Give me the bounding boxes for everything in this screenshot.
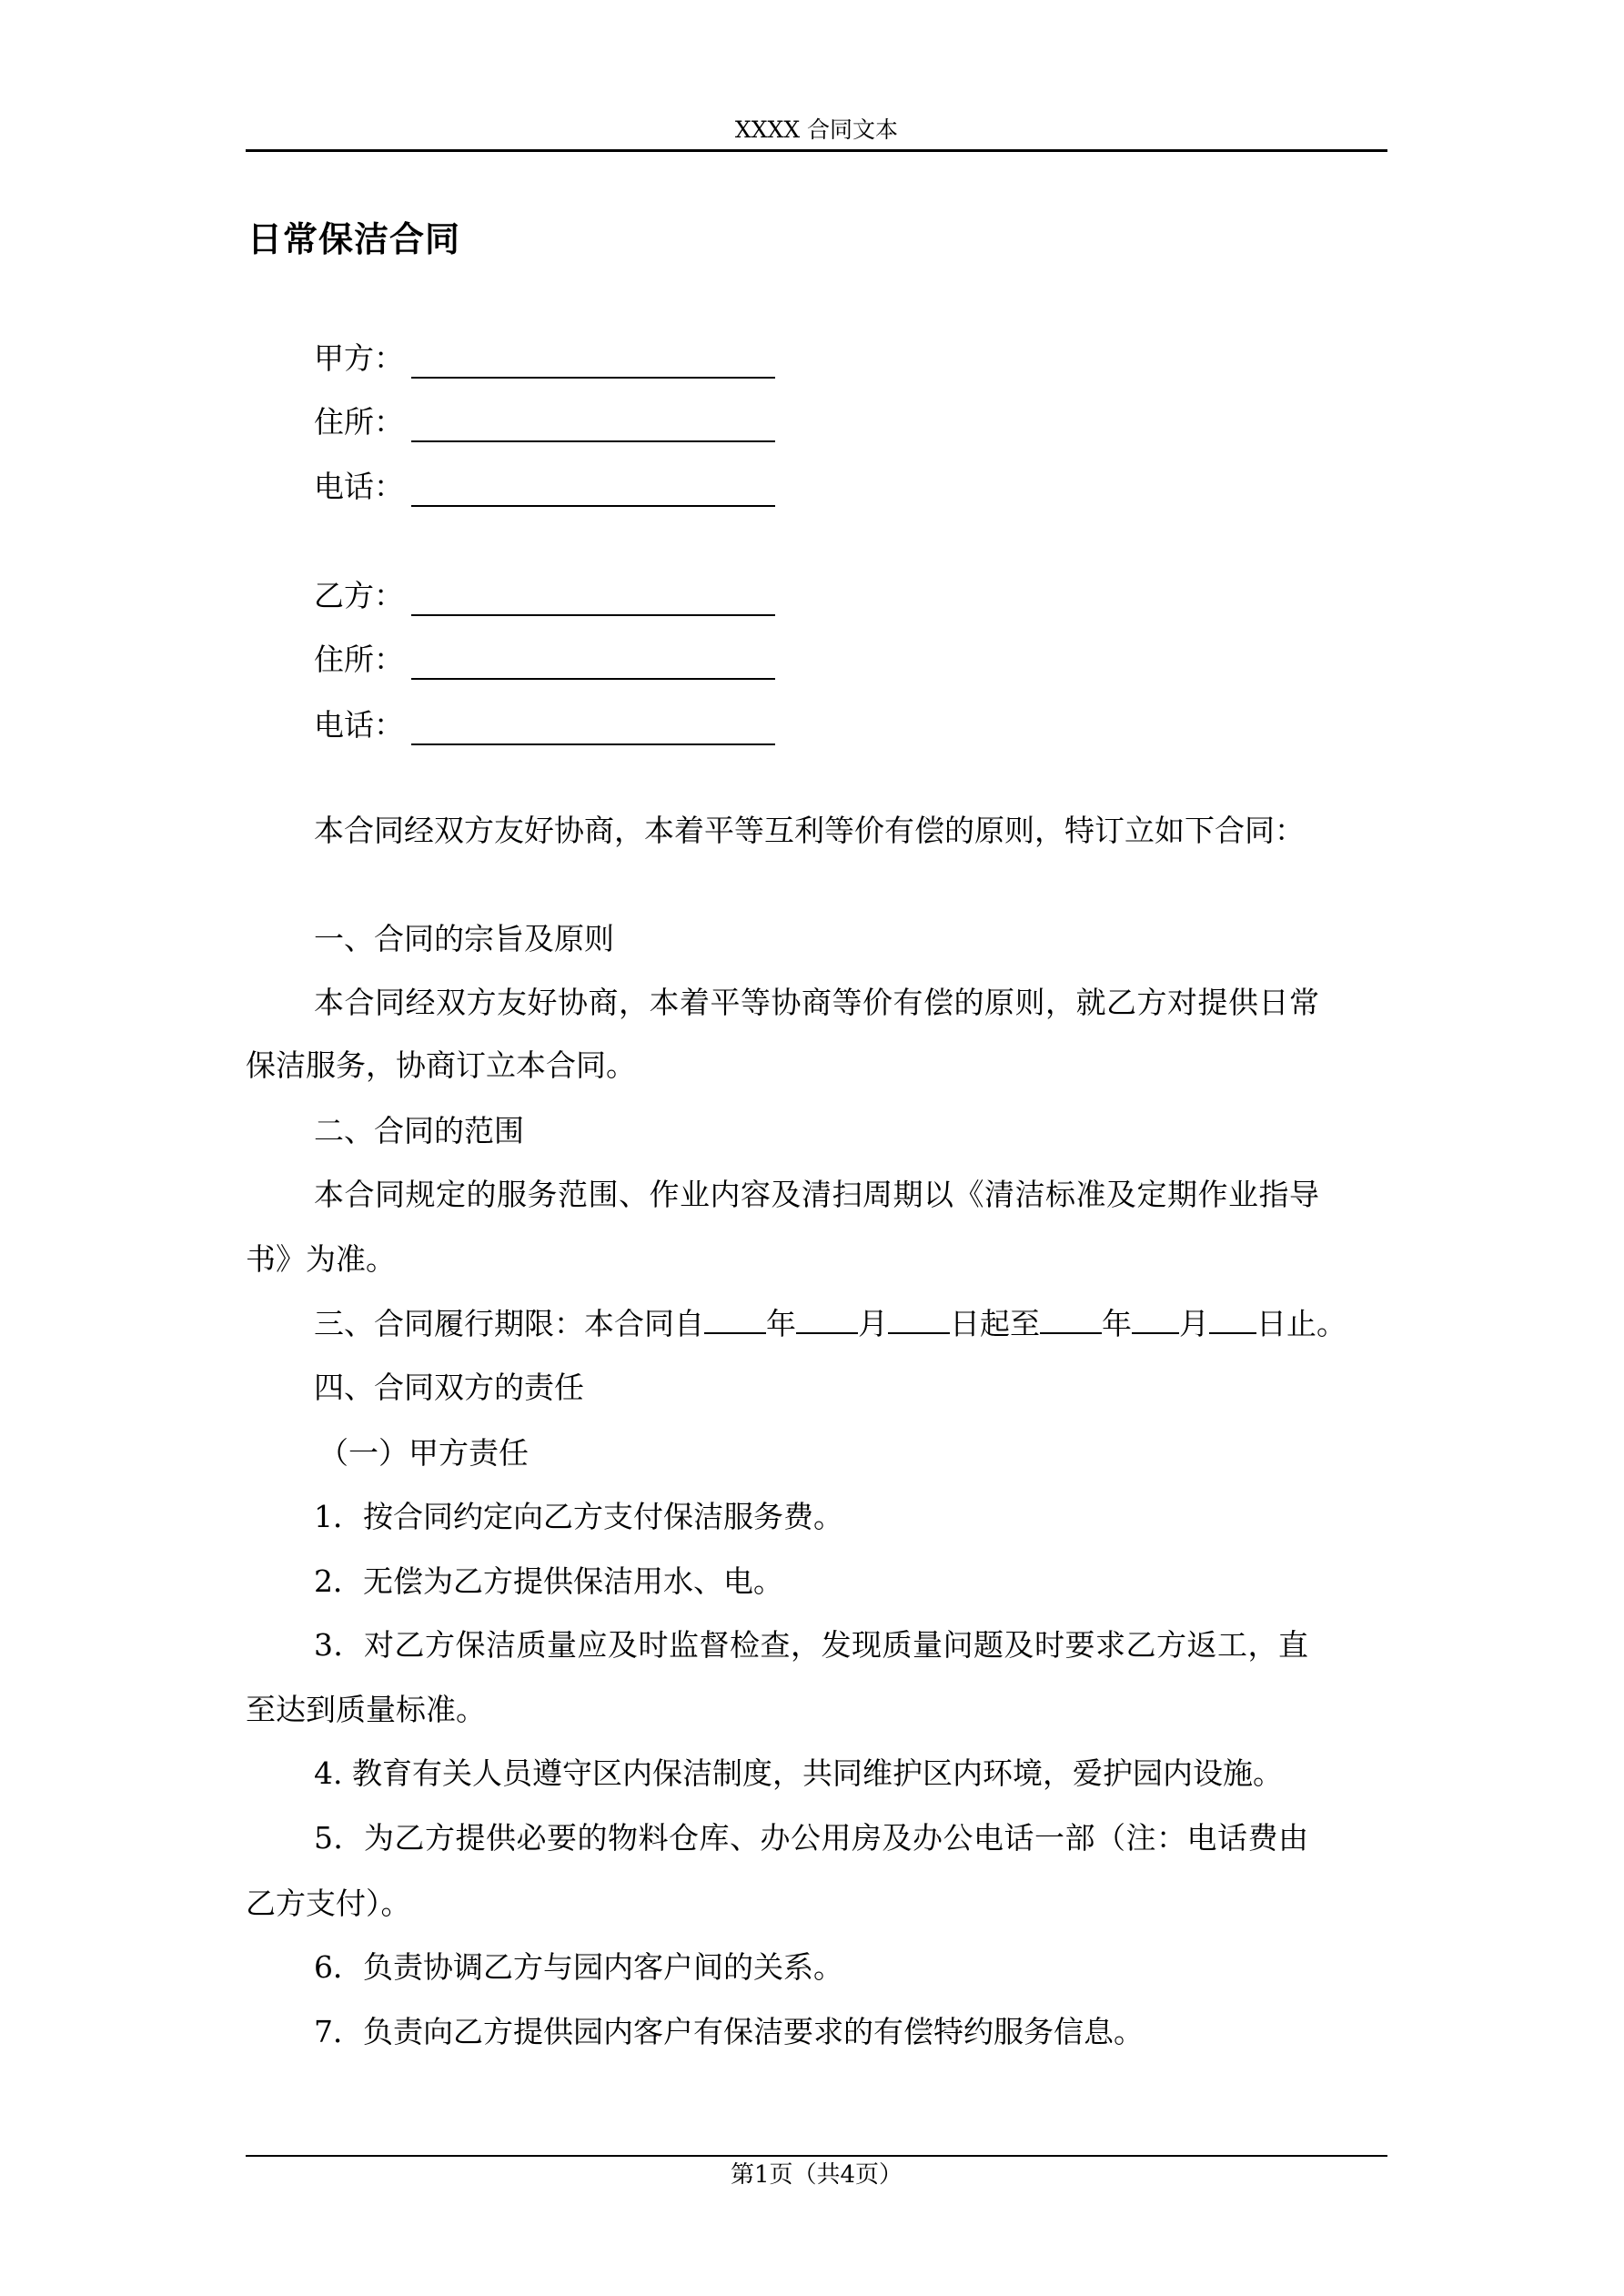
party-a-duties-heading: （一）甲方责任 — [318, 1435, 529, 1471]
duty-item: 4. 教育有关人员遵守区内保洁制度，共同维护区内环境，爱护园内设施。 — [314, 1755, 1283, 1791]
duty-item-continuation: 至达到质量标准。 — [246, 1692, 486, 1727]
section-2-body-line: 本合同规定的服务范围、作业内容及清扫周期以《清洁标准及定期作业指导 — [314, 1177, 1320, 1212]
party-a-phone-field — [314, 467, 775, 507]
party-a-name-field — [314, 339, 775, 379]
term-prefix: 三、合同履行期限：本合同自 — [314, 1306, 704, 1341]
field-label: 住所： — [314, 642, 404, 677]
field-label: 电话： — [314, 707, 404, 743]
party-a-address-blank[interactable] — [411, 410, 775, 442]
duty-item: 1．按合同约定向乙方支付保洁服务费。 — [314, 1499, 843, 1534]
field-label: 乙方： — [314, 578, 404, 613]
header-divider — [246, 149, 1387, 152]
month-label: 月 — [1179, 1306, 1209, 1341]
party-a-name-blank[interactable] — [411, 346, 775, 379]
document-title: 日常保洁合同 — [247, 218, 461, 259]
party-b-phone-blank[interactable] — [411, 713, 775, 745]
section-1-heading: 一、合同的宗旨及原则 — [314, 921, 614, 956]
section-4-heading: 四、合同双方的责任 — [314, 1370, 584, 1405]
party-a-phone-blank[interactable] — [411, 474, 775, 507]
end-day-blank[interactable] — [1209, 1305, 1256, 1334]
party-b-name-blank[interactable] — [411, 583, 775, 616]
day-label: 日起至 — [950, 1306, 1040, 1341]
running-header: XXXX 合同文本 — [734, 116, 899, 143]
end-month-blank[interactable] — [1132, 1305, 1179, 1334]
year-label: 年 — [766, 1306, 796, 1341]
year-label: 年 — [1102, 1306, 1132, 1341]
duty-item: 5．为乙方提供必要的物料仓库、办公用房及办公电话一部（注：电话费由 — [314, 1820, 1309, 1856]
section-1-body-line: 保洁服务，协商订立本合同。 — [246, 1047, 636, 1083]
section-1-body-line: 本合同经双方友好协商，本着平等协商等价有偿的原则，就乙方对提供日常 — [314, 985, 1320, 1020]
field-label: 住所： — [314, 404, 404, 440]
month-label: 月 — [858, 1306, 888, 1341]
footer-divider — [246, 2155, 1387, 2157]
party-a-address-field — [314, 402, 775, 442]
intro-paragraph: 本合同经双方友好协商，本着平等互利等价有偿的原则，特订立如下合同： — [314, 813, 1305, 848]
field-label: 电话： — [314, 469, 404, 504]
party-b-name-field — [314, 576, 775, 616]
end-year-blank[interactable] — [1040, 1305, 1102, 1334]
duty-item: 7．负责向乙方提供园内客户有保洁要求的有偿特约服务信息。 — [314, 2014, 1144, 2049]
start-year-blank[interactable] — [704, 1305, 766, 1334]
page-number: 第1页（共4页） — [730, 2161, 903, 2189]
day-label: 日止。 — [1256, 1306, 1347, 1341]
party-b-address-field — [314, 640, 775, 680]
duty-item: 3．对乙方保洁质量应及时监督检查，发现质量问题及时要求乙方返工，直 — [314, 1627, 1309, 1663]
section-3-term — [246, 1304, 1387, 1344]
party-b-address-blank[interactable] — [411, 647, 775, 680]
party-b-phone-field — [314, 705, 775, 745]
start-day-blank[interactable] — [888, 1305, 950, 1334]
section-2-heading: 二、合同的范围 — [314, 1113, 524, 1148]
duty-item: 6．负责协调乙方与园内客户间的关系。 — [314, 1949, 843, 1985]
section-2-body-line: 书》为准。 — [246, 1241, 396, 1277]
duty-item-continuation: 乙方支付）。 — [246, 1886, 411, 1921]
field-label: 甲方： — [314, 340, 404, 376]
start-month-blank[interactable] — [796, 1305, 858, 1334]
duty-item: 2．无偿为乙方提供保洁用水、电。 — [314, 1563, 783, 1599]
